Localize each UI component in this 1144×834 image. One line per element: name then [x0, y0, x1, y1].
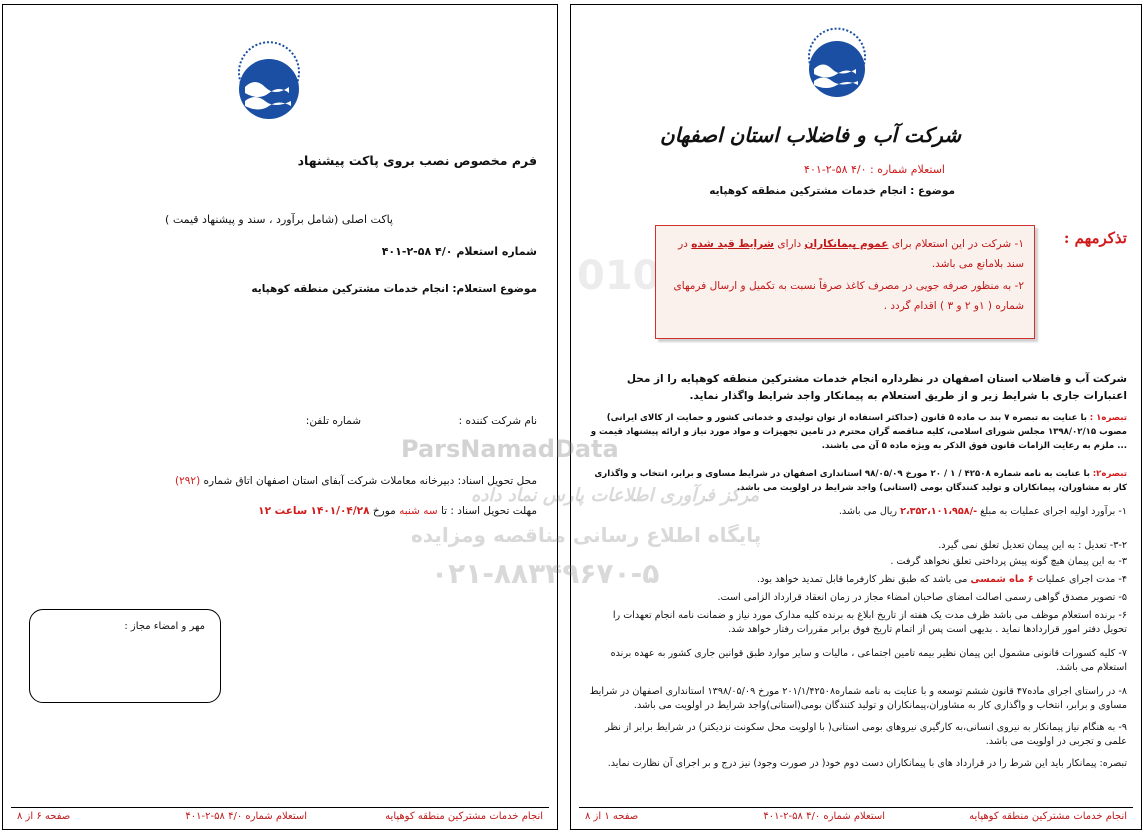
- footer-subject: انجام خدمات مشترکین منطقه کوهپایه: [969, 811, 1127, 822]
- watermark-line1: مرکز فرآوری اطلاعات پارس نماد داده: [471, 485, 760, 506]
- item1-b: ریال می باشد.: [838, 506, 898, 517]
- deadline: [258, 505, 537, 517]
- item-6: ۶- برنده استعلام موظف می باشد ظرف مدت یک هفته از تاریخ ابلاغ به برنده کلیه مدارک مورد نیاز و ضمانت نامه انجام تعهدات را تحویل دفتر امور قراردادها نماید . بدیهی است پس از اتمام تاریخ فوق برابر مقررات رفتار خواهد شد.: [612, 610, 1127, 635]
- inquiry-number: استعلام شماره : ۴/۰ ۵۸-۲-۴۰۱: [804, 163, 945, 176]
- note-2: [587, 467, 1127, 495]
- phone-label: شماره تلفن:: [305, 415, 361, 427]
- watermark-brand: ParsNamadData: [401, 435, 619, 463]
- item4-c: می باشد که طبق نظر کارفرما قابل تمدید خواهد بود.: [757, 574, 968, 585]
- item-3-prepayment: ۳- به این پیمان هیچ گونه پیش پرداختی تعلق نخواهد گرفت .: [890, 556, 1127, 567]
- watermark-phone: ۰۲۱-۸۸۳۴۹۶۷۰-۵: [431, 557, 660, 590]
- delivery-place-text: محل تحویل اسناد: دبیرخانه معاملات شرکت آبفای استان اصفهان اتاق شماره: [203, 475, 537, 487]
- note-1c: دارای: [777, 238, 802, 250]
- item-7: ۷- کلیه کسورات قانونی مشمول این پیمان نظیر بیمه تامین اجتماعی ، مالیات و سایر موارد طبق قوانین جاری کشور به عهده برنده استعلام می باشد.: [610, 648, 1127, 673]
- note-heading: تذکرمهم :: [1063, 229, 1127, 247]
- note1-text: با عنایت به تبصره ۷ بند ب ماده ۵ قانون (حداکثر استفاده از توان تولیدی و خدماتی کشور و حمایت از کالای ایرانی) مصوب ۱۳۹۸/۰۲/۱۵ مجلس شورای اسلامی، کلیه مناقصه گران محترم در تامین تجهیزات و مواد مورد نیاز و ارائه پیشنهاد قیمت و ... ملزم به رعایت الزامات قانون فوق الذکر به ویژه ماده ۵ آن می باشند.: [590, 413, 1127, 451]
- intro-paragraph: شرکت آب و فاضلاب استان اصفهان در نظرداره انجام خدمات مشترکین منطقه کوهپایه را از محل اعتبارات جاری با شرایط زیر و از طریق استعلام به پیمانکار واجد شرایط واگذار نماید.: [626, 373, 1127, 402]
- item-1: [587, 505, 1127, 519]
- seal-label: مهر و امضاء مجاز :: [124, 621, 205, 632]
- note-1a: ۱- شرکت در این استعلام برای: [891, 238, 1024, 250]
- footer-divider: [579, 807, 1133, 808]
- note-1: [587, 411, 1127, 453]
- item4-b: ۶ ماه شمسی: [970, 574, 1034, 585]
- deadline-time: ساعت ۱۲: [258, 505, 308, 517]
- item-5: ۵- تصویر مصدق گواهی رسمی اصالت امضای صاحبان امضاء مجاز در زمان انعقاد قرارداد الزامی است.: [717, 592, 1127, 603]
- deadline-date: ۱۴۰۱/۰۴/۲۸: [310, 505, 370, 517]
- subject: موضوع : انجام خدمات مشترکین منطقه کوهپایه: [709, 185, 955, 197]
- main-packet-label: پاکت اصلی (شامل برآورد ، سند و پیشنهاد قیمت ): [165, 213, 393, 226]
- left-page: [2, 4, 558, 830]
- footer-divider: [11, 807, 549, 808]
- deadline-date-prefix: مورخ: [372, 505, 396, 517]
- final-note: تبصره: پیمانکار باید این شرط را در قرارداد های با پیمانکاران دست دوم خود( در صورت وجود) نیز درج و بر اجرای آن نظارت نماید.: [607, 758, 1127, 769]
- note-1e: در سند: [678, 238, 1024, 270]
- note-1d: شرایط قید شده: [691, 238, 775, 250]
- footer-subject: انجام خدمات مشترکین منطقه کوهپایه: [385, 811, 543, 822]
- form-title: فرم مخصوص نصب بروی پاکت پیشنهاد: [297, 153, 537, 168]
- note-item-1: [664, 234, 1024, 274]
- company-name-label: نام شرکت کننده :: [458, 415, 537, 427]
- important-note-box: [655, 225, 1035, 339]
- room-number: (۲۹۲): [175, 475, 201, 487]
- note2-text: با عنایت به نامه شماره ۴۲۵۰۸ / ۱ / ۲۰ مورخ ۹۸/۰۵/۰۹ استانداری اصفهان در شرایط مساوی و برابر، انتخاب و واگذاری کار به مشاوران، پیمانکاران و تولید کنندگان بومی (استانی) واجد شرایط در اولویت می باشد.: [594, 469, 1127, 493]
- company-title: شرکت آب و فاضلاب استان اصفهان: [660, 123, 961, 147]
- inquiry-number: شماره استعلام ۴/۰ ۵۸-۲-۴۰۱: [381, 245, 537, 258]
- note1-label: تبصره۱ :: [1089, 413, 1127, 423]
- inquiry-subject: موضوع استعلام: انجام خدمات مشترکین منطقه کوهپایه: [251, 283, 537, 295]
- abfa-logo: [231, 11, 307, 121]
- note-item-2: ۲- به منظور صرفه جویی در مصرف کاغذ صرفاً نسبت به تکمیل و ارسال فرمهای شماره ( ۱و ۲ و ۳ ) اقدام گردد .: [673, 280, 1024, 312]
- note-1f: بلامانع می باشد.: [931, 258, 1004, 270]
- footer-inquiry: استعلام شماره ۴/۰ ۵۸-۲-۴۰۱: [185, 811, 307, 822]
- item-4: [587, 573, 1127, 587]
- watermark-line2: پایگاه اطلاع رسانی مناقصه ومزایده: [411, 523, 762, 547]
- footer-inquiry: استعلام شماره ۴/۰ ۵۸-۲-۴۰۱: [763, 811, 885, 822]
- delivery-place: [175, 475, 537, 487]
- footer-page: صفحه ۱ از ۸: [585, 811, 639, 822]
- item1-a: ۱- برآورد اولیه اجرای عملیات به مبلغ: [980, 506, 1127, 517]
- item-3-adjustment: ۳-۲- تعدیل : به این پیمان تعدیل تعلق نمی گیرد.: [938, 540, 1127, 551]
- deadline-prefix: مهلت تحویل اسناد : تا: [440, 505, 537, 517]
- abfa-logo: [801, 11, 873, 101]
- footer-page: صفحه ۶ از ۸: [17, 811, 71, 822]
- item-8: ۸- در راستای اجرای ماده۴۷ قانون ششم توسعه و با عنایت به نامه شماره۲۰۱/۱/۴۲۵۰۸ مورخ ۱۳۹۸/۰۵/۰۹ استانداری اصفهان در شرایط مساوی و برابر، انتخاب و واگذاری کار به مشاوران،پیمانکاران و تولید کنندگان بومی(استانی)واجد شرایط در اولویت می باشد.: [589, 686, 1127, 711]
- deadline-day: سه شنبه: [399, 505, 438, 517]
- note2-label: تبصره۲:: [1092, 469, 1127, 479]
- note-1b: عموم پیمانکاران: [804, 238, 889, 250]
- item1-amount: -/۲،۳۵۲،۱۰۱،۹۵۸: [900, 506, 978, 517]
- item4-a: ۴- مدت اجرای عملیات: [1036, 574, 1127, 585]
- item-9: ۹- به هنگام نیاز پیمانکار به نیروی انسانی،به کارگیری نیروهای بومی استانی( با اولویت محل سکونت نزدیکتر) در شرایط برابر از نظر علمی و تجربی در اولویت می باشد.: [605, 722, 1127, 747]
